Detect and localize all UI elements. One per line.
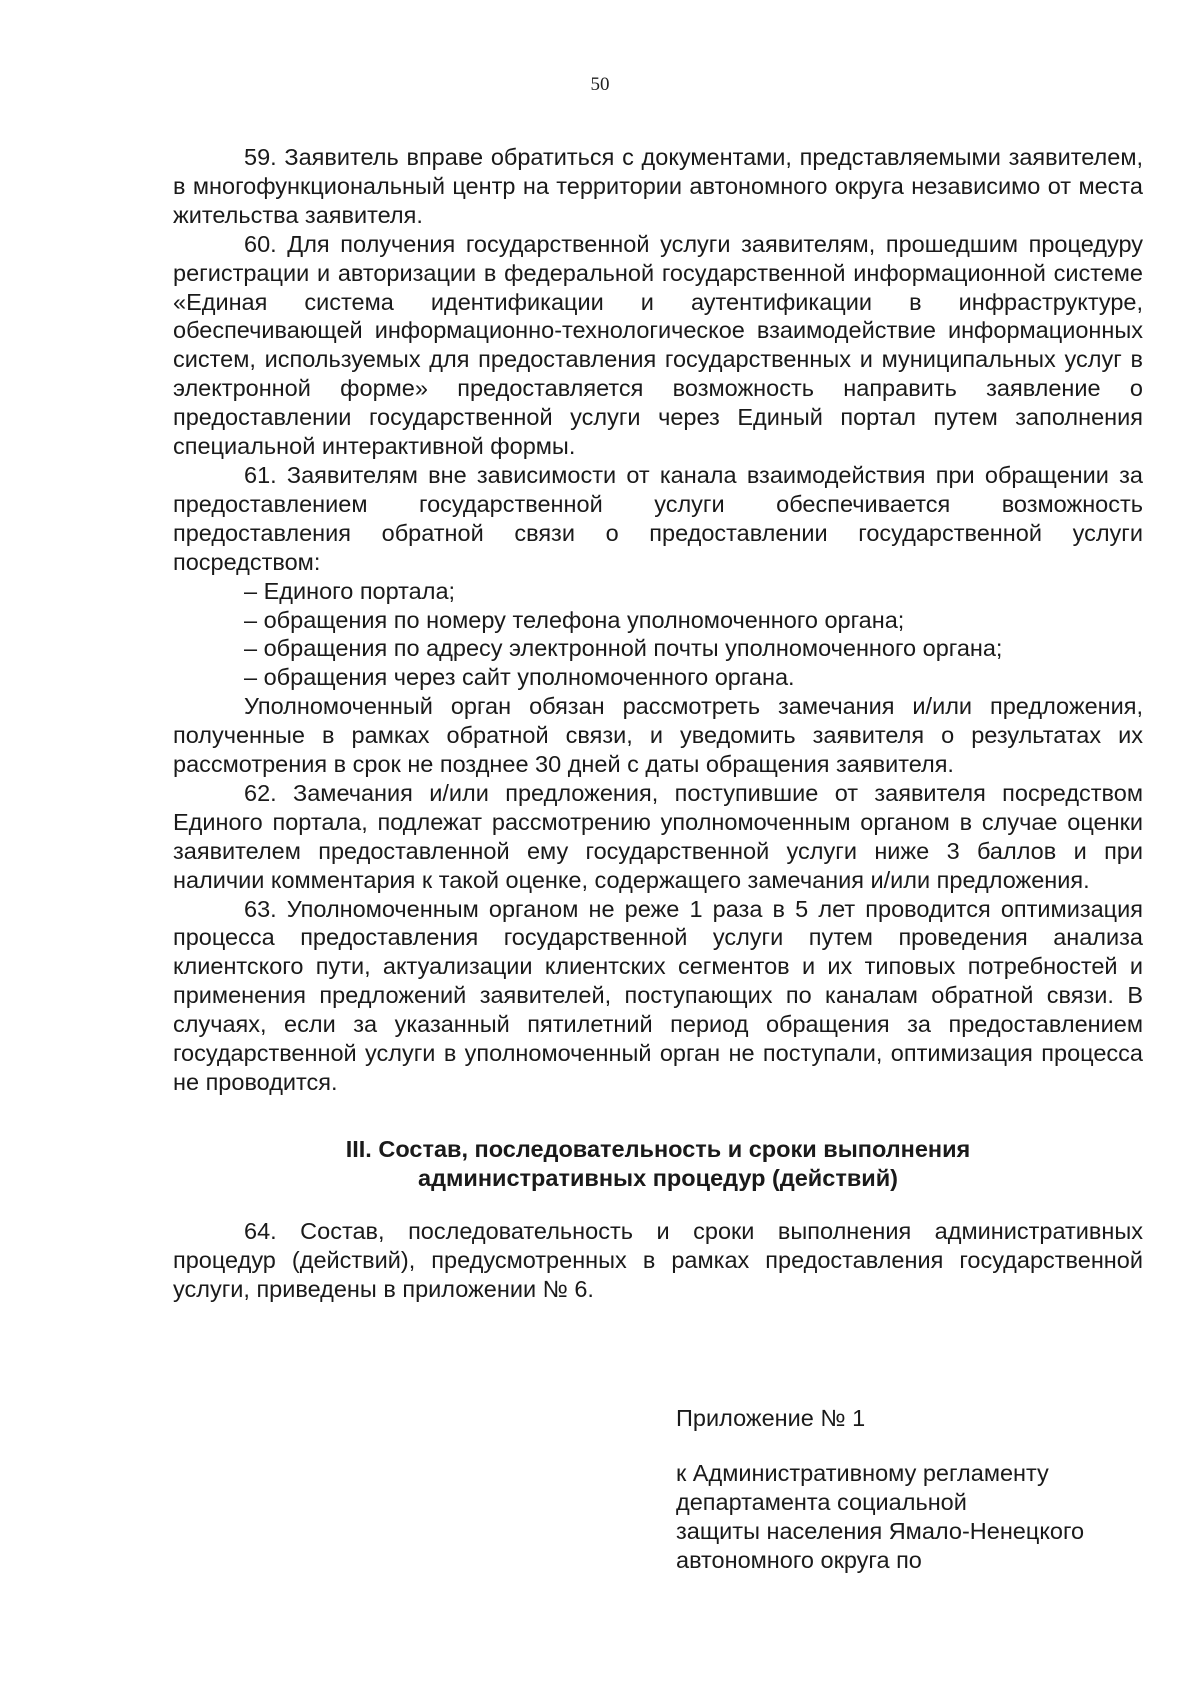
paragraph-60: 60. Для получения государственной услуги заявителям, прошедшим процедуру регистрации и авторизации в федеральной государственной информационной системе «Единая система идентификации и аутентификации в инфраструктуре, обеспечивающей информационно-технологическое взаимодействие информационных систем, используемых для предоставления государственных и муниципальных услуг в электронной форме» предоставляется возможность направить заявление о предоставлении государственной услуги через Единый портал путем заполнения специальной интерактивной формы. <box>173 230 1143 460</box>
paragraph-63: 63. Уполномоченным органом не реже 1 раза в 5 лет проводится оптимизация процесса предоставления государственной услуги путем проведения анализа клиентского пути, актуализации клиентских сегментов и их типовых потребностей и применения предложений заявителей, поступающих по каналам обратной связи. В случаях, если за указанный пятилетний период обращения за предоставлением государственной услуги в уполномоченный орган не поступали, оптимизация процесса не проводится. <box>173 895 1143 1095</box>
feedback-channel-item: – обращения по номеру телефона уполномоченного органа; <box>244 606 905 633</box>
appendix-caption <box>676 1404 1146 1575</box>
paragraph-59: 59. Заявитель вправе обратиться с документами, представляемыми заявителем, в многофункциональный центр на территории автономного округа независимо от места жительства заявителя. <box>173 144 1143 228</box>
appendix-line: автономного округа по <box>676 1546 922 1573</box>
paragraph-64: 64. Состав, последовательность и сроки выполнения административных процедур (действий), предусмотренных в рамках предоставления государственной услуги, приведены в приложении № 6. <box>173 1217 1143 1302</box>
section-heading-line: III. Состав, последовательность и сроки выполнения <box>345 1135 971 1162</box>
appendix-line: к Административному регламенту <box>676 1459 1049 1486</box>
appendix-title: Приложение № 1 <box>676 1405 866 1431</box>
feedback-channel-item: – Единого портала; <box>244 577 456 604</box>
feedback-channel-item: – обращения по адресу электронной почты уполномоченного органа; <box>244 635 1003 662</box>
document-body <box>173 143 1143 1303</box>
appendix-line: департамента социальной <box>676 1488 967 1515</box>
page-number: 50 <box>590 74 610 95</box>
appendix-line: защиты населения Ямало-Ненецкого <box>676 1517 1085 1544</box>
feedback-channel-item: – обращения через сайт уполномоченного органа. <box>244 664 795 691</box>
paragraph-authority-obligation: Уполномоченный орган обязан рассмотреть замечания и/или предложения, полученные в рамках обратной связи, и уведомить заявителя о результатах их рассмотрения в срок не позднее 30 дней с даты обращения заявителя. <box>173 693 1143 778</box>
section-heading-line: административных процедур (действий) <box>418 1164 898 1191</box>
paragraph-61: 61. Заявителям вне зависимости от канала взаимодействия при обращении за предоставлением государственной услуги обеспечивается возможность предоставления обратной связи о предоставлении государственной услуги посредством: <box>173 461 1143 575</box>
section-heading <box>173 1135 1143 1193</box>
paragraph-62: 62. Замечания и/или предложения, поступившие от заявителя посредством Единого портала, подлежат рассмотрению уполномоченным органом в случае оценки заявителем предоставленной ему государственной услуги ниже 3 баллов и при наличии комментария к такой оценке, содержащего замечания и/или предложения. <box>173 779 1143 893</box>
